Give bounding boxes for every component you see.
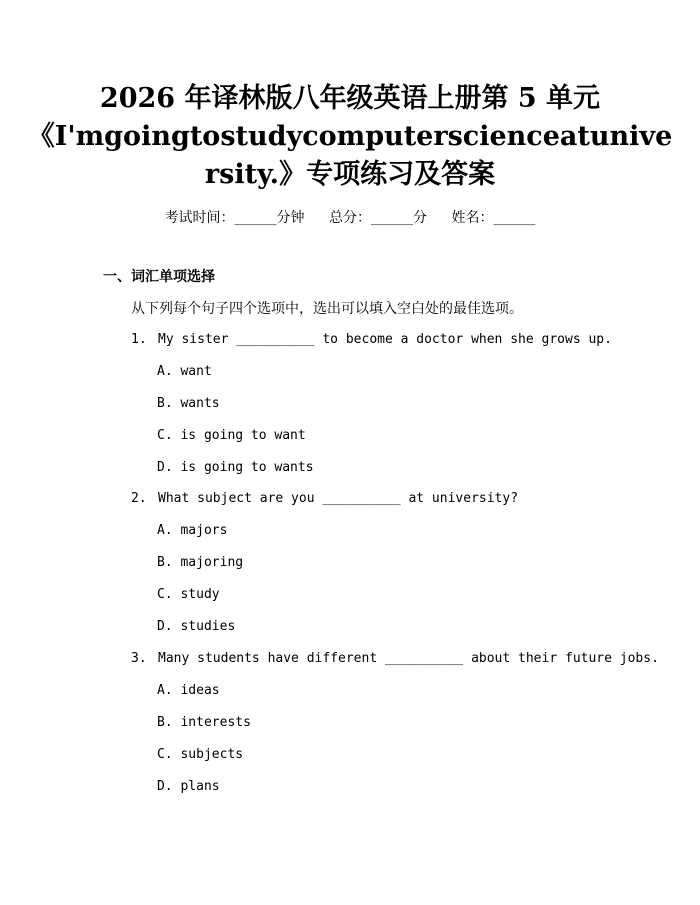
question-text: What subject are you __________ at university?: [158, 491, 519, 506]
question-text: My sister __________ to become a doctor when she grows up.: [158, 332, 612, 347]
title-line-2: 《I'mgoingtostudycomputerscienceatunive: [27, 121, 673, 152]
document-title: [0, 0, 700, 194]
title-line-3: rsity.》专项练习及答案: [204, 159, 496, 190]
section-instruction: 从下列每个句子四个选项中，选出可以填入空白处的最佳选项。: [131, 301, 523, 317]
title-line-1: 2026 年译林版八年级英语上册第 5 单元: [99, 83, 601, 114]
question-2-option-b: B. majoring: [157, 555, 244, 570]
question-3-option-b: B. interests: [157, 715, 251, 730]
question-1-option-c: C. is going to want: [157, 428, 306, 443]
exam-time: 考试时间：______分钟: [164, 210, 305, 226]
question-3-option-a: A. ideas: [157, 683, 220, 698]
question-1-option-b: B. wants: [157, 396, 220, 411]
question-number: 2.: [131, 491, 147, 506]
question-text: Many students have different __________ about their future jobs.: [158, 651, 659, 666]
question-2-option-c: C. study: [157, 587, 220, 602]
question-number: 3.: [131, 651, 147, 666]
question-3-option-c: C. subjects: [157, 747, 244, 762]
student-name: 姓名：______: [451, 210, 536, 226]
exam-score: 总分：______分: [329, 210, 427, 226]
question-3-option-d: D. plans: [157, 779, 220, 794]
exam-meta: [0, 207, 700, 227]
question-number: 1.: [131, 332, 147, 347]
question-1-option-a: A. want: [157, 364, 212, 379]
question-2-option-a: A. majors: [157, 523, 228, 538]
question-2-option-d: D. studies: [157, 619, 236, 634]
question-1-option-d: D. is going to wants: [157, 460, 314, 475]
section-heading: 一、词汇单项选择: [103, 269, 215, 285]
